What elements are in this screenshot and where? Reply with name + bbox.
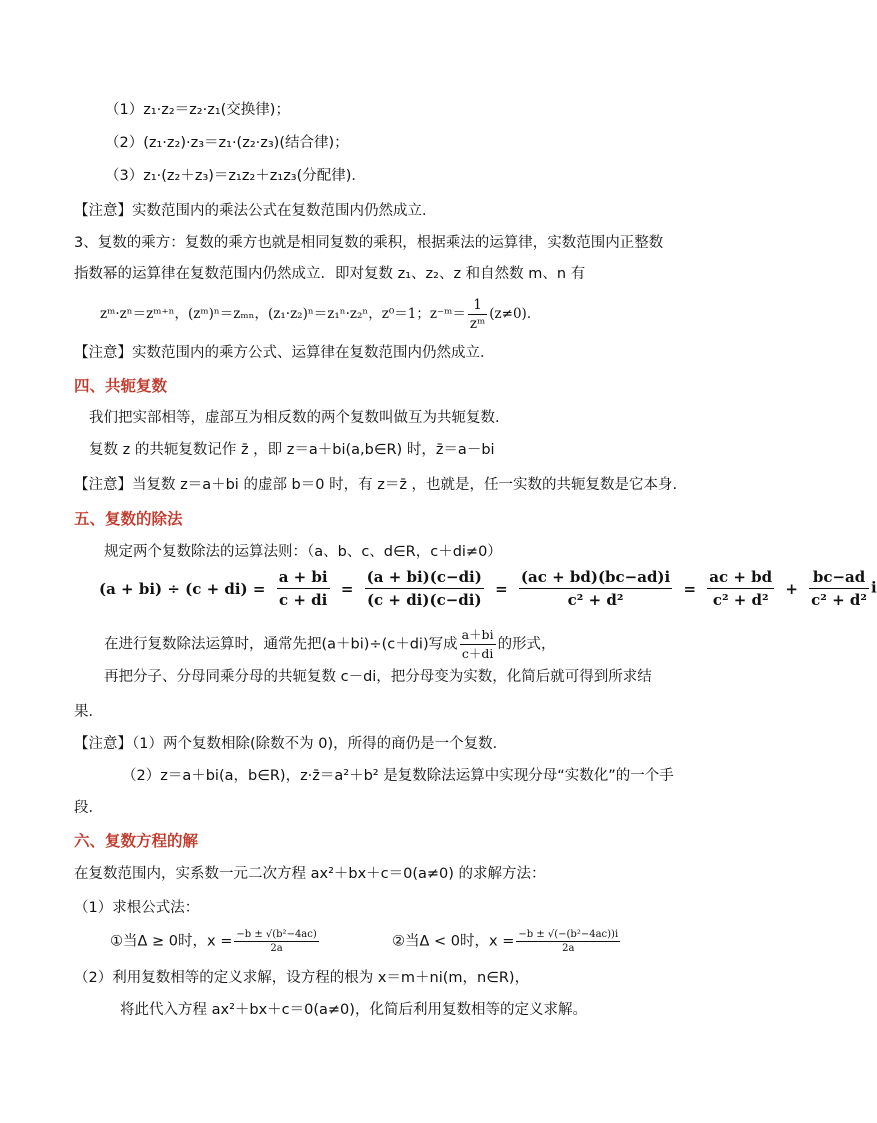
case-delta-nonnegative (110, 928, 321, 955)
method-2-detail: 将此代入方程 ax²＋bx＋c＝0(a≠0)，化简后利用复数相等的定义求解。 (120, 1002, 587, 1018)
case-1-den: 2a (270, 943, 283, 954)
power-fraction-num: 1 (468, 296, 487, 315)
power-formula (100, 296, 540, 333)
division-frac-3-num: (ac + bd)(bc−ad)i (519, 566, 672, 589)
note-multiplication: 【注意】实数范围内的乘法公式在复数范围内仍然成立． (74, 203, 437, 219)
note-conjugate: 【注意】当复数 z＝a＋bi 的虚部 b＝0 时，有 z＝z̄ ，也就是，任一实数的共轭复数是它本身. (74, 477, 678, 493)
case-1-num: −b ± √(b²−4ac) (236, 929, 317, 940)
heading-division: 五、复数的除法 (74, 510, 183, 528)
case-2-num: −b ± √(−(b²−4ac))i (518, 929, 619, 940)
conjugate-notation: 复数 z 的共轭复数记作 z̄ ，即 z＝a＋bi(a,b∈R) 时，z̄＝a－bi (89, 442, 495, 458)
plus-sign: + (785, 579, 798, 598)
case-1-fraction (234, 928, 318, 955)
division-frac-3-den: c² + d² (567, 591, 624, 609)
case-2-den: 2a (562, 943, 575, 954)
division-frac-4-num: ac + bd (707, 566, 774, 589)
division-frac-2-num: (a + bi)(c−di) (365, 566, 484, 589)
power-fraction (468, 296, 487, 333)
division-paragraph-2: 再把分子、分母同乘分母的共轭复数 c－di，把分母变为实数，化简后就可得到所求结 (104, 669, 652, 685)
note-power: 【注意】实数范围内的乘方公式、运算律在复数范围内仍然成立． (74, 345, 495, 361)
note-division-2: （2）z＝a＋bi(a，b∈R)，z·z̄＝a²＋b² 是复数除法运算中实现分母“实数化”的一个手 (122, 768, 674, 784)
division-rule: 规定两个复数除法的运算法则：（a、b、c、d∈R，c＋di≠0） (104, 544, 502, 560)
division-frac-5-num: bc−ad (809, 566, 869, 589)
division-paragraph-fraction-num: a＋bi (460, 626, 496, 645)
division-equation (95, 566, 877, 611)
division-paragraph-1-tail: 的形式， (497, 636, 556, 653)
equation-intro: 在复数范围内，实系数一元二次方程 ax²＋bx＋c＝0(a≠0) 的求解方法： (74, 866, 546, 882)
division-frac-2 (365, 566, 484, 611)
division-frac-3 (519, 566, 672, 611)
division-frac-5-den: c² + d² (811, 591, 867, 609)
division-paragraph-1 (104, 626, 556, 663)
method-2-label: （2）利用复数相等的定义求解，设方程的根为 x＝m＋ni(m，n∈R)， (74, 970, 530, 986)
division-frac-1-den: c + di (278, 591, 328, 609)
power-formula-main: zᵐ·zⁿ＝zᵐ⁺ⁿ，(zᵐ)ⁿ＝zₘₙ，(z₁·z₂)ⁿ＝z₁ⁿ·z₂ⁿ，z⁰＝1；z⁻ᵐ＝ (100, 306, 466, 322)
equals-sign: = (340, 579, 354, 598)
equals-sign: = (683, 579, 697, 598)
method-1-label: （1）求根公式法： (74, 900, 200, 916)
heading-conjugate: 四、共轭复数 (74, 377, 168, 395)
division-paragraph-3: 果． (74, 704, 103, 720)
division-frac-4 (707, 566, 774, 611)
power-paragraph-1: 3、复数的乘方：复数的乘方也就是相同复数的乘积，根据乘法的运算律，实数范围内正整数 (74, 235, 664, 251)
power-fraction-den: zᵐ (469, 316, 486, 332)
note-division-1: 【注意】（1）两个复数相除(除数不为 0)，所得的商仍是一个复数． (74, 736, 508, 752)
law-associative: （2）(z₁·z₂)·z₃＝z₁·(z₂·z₃)(结合律)； (105, 135, 349, 151)
case-2-fraction (516, 928, 620, 955)
case-1-text: ①当Δ ≥ 0时，x = (110, 933, 233, 950)
imaginary-unit: i (870, 578, 877, 597)
law-commutative: （1）z₁·z₂＝z₂·z₁(交换律)； (105, 102, 290, 118)
power-formula-tail: (z≠0)． (489, 306, 541, 322)
division-eq-lhs: (a + bi) ÷ (c + di) = (99, 579, 266, 598)
case-delta-negative (392, 928, 622, 955)
power-paragraph-2: 指数幂的运算律在复数范围内仍然成立．即对复数 z₁、z₂、z 和自然数 m、n 有 (74, 266, 586, 282)
division-frac-1 (277, 566, 330, 611)
division-frac-4-den: c² + d² (712, 591, 769, 609)
note-division-3: 段． (74, 800, 103, 816)
law-distributive: （3）z₁·(z₂＋z₃)＝z₁z₂＋z₁z₃(分配律)． (105, 168, 366, 184)
division-paragraph-fraction-den: c＋di (461, 646, 494, 661)
heading-equation: 六、复数方程的解 (74, 832, 199, 850)
division-frac-5 (809, 566, 869, 611)
division-frac-2-den: (c + di)(c−di) (366, 591, 482, 609)
case-2-text: ②当Δ < 0时，x = (392, 933, 515, 950)
conjugate-definition: 我们把实部相等，虚部互为相反数的两个复数叫做互为共轭复数． (89, 410, 510, 426)
division-paragraph-1-text: 在进行复数除法运算时，通常先把(a＋bi)÷(c＋di)写成 (104, 636, 458, 653)
equals-sign: = (495, 579, 508, 598)
division-frac-1-num: a + bi (277, 566, 330, 589)
division-paragraph-fraction (460, 626, 496, 663)
